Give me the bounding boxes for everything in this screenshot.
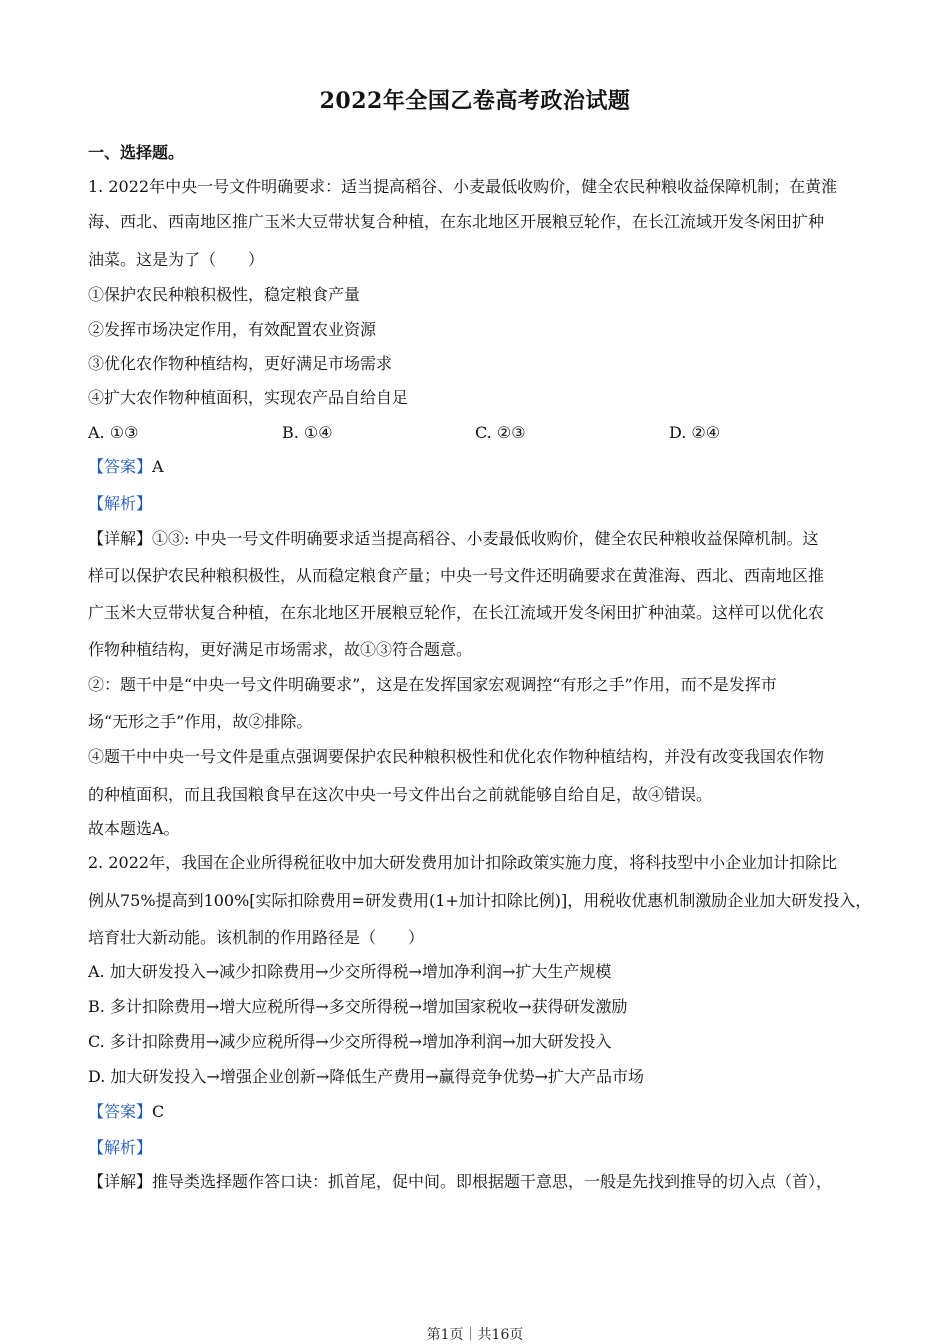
q1-option-a: A. ①③ [88,423,139,442]
q1-conclusion: 故本题选A。 [88,819,180,838]
q1-detail-line: 样可以保护农民种粮积极性，从而稳定粮食产量；中央一号文件还明确要求在黄淮海、西北、西南地区推 [88,566,825,585]
q2-option-a: A. 加大研发投入→减少扣除费用→少交所得税→增加净利润→扩大生产规模 [88,962,612,981]
q1-stem-line: 海、西北、西南地区推广玉米大豆带状复合种植，在东北地区开展粮豆轮作，在长江流域开发冬闲田扩种 [88,212,825,231]
q1-detail-line [88,529,819,549]
answer-value: A [152,457,164,476]
q1-option-c: C. ②③ [475,423,526,442]
q1-detail-line: 场“无形之手”作用，故②排除。 [88,712,313,731]
q2-answer [88,1102,164,1122]
detail-text: ①③: 中央一号文件明确要求适当提高稻谷、小麦最低收购价，健全农民种粮收益保障机制。这 [152,529,819,548]
q1-detail-line: ④题干中中央一号文件是重点强调要保护农民种粮积极性和优化农作物种植结构，并没有改变我国农作物 [88,747,825,766]
answer-tag: 【答案】 [88,457,153,476]
q2-stem-line: 培育壮大新动能。该机制的作用路径是（ ） [88,928,425,947]
answer-tag: 【答案】 [88,1102,153,1121]
section-heading: 一、选择题。 [88,143,185,162]
q2-option-c: C. 多计扣除费用→减少应税所得→少交所得税→增加净利润→加大研发投入 [88,1032,612,1051]
q1-detail-line: 的种植面积，而且我国粮食早在这次中央一号文件出台之前就能够自给自足，故④错误。 [88,785,713,804]
q1-option-b: B. ①④ [282,423,333,442]
q2-detail-line [88,1172,832,1192]
q1-stem-line: 1. 2022年中央一号文件明确要求：适当提高稻谷、小麦最低收购价，健全农民种粮收益保障机制；在黄淮 [88,177,838,196]
q1-item: ①保护农民种粮积极性，稳定粮食产量 [88,285,361,304]
page-footer: 第1页｜共16页 [426,1327,524,1343]
q1-item: ③优化农作物种植结构，更好满足市场需求 [88,354,393,373]
q2-option-b: B. 多计扣除费用→增大应税所得→多交所得税→增加国家税收→获得研发激励 [88,997,628,1016]
q1-detail-line: ②：题干中是“中央一号文件明确要求”，这是在发挥国家宏观调控“有形之手”作用，而不是发挥市 [88,675,777,694]
q1-item: ④扩大农作物种植面积，实现农产品自给自足 [88,388,409,407]
detail-text: 推导类选择题作答口诀：抓首尾，促中间。即根据题干意思，一般是先找到推导的切入点（首）， [152,1172,833,1191]
answer-value: C [152,1102,165,1121]
detail-tag: 【详解】 [88,529,153,548]
q1-item: ②发挥市场决定作用，有效配置农业资源 [88,320,377,339]
q1-answer [88,457,164,477]
q1-detail-line: 广玉米大豆带状复合种植，在东北地区开展粮豆轮作，在长江流域开发冬闲田扩种油菜。这样可以优化农 [88,603,825,622]
q2-option-d: D. 加大研发投入→增强企业创新→降低生产费用→赢得竞争优势→扩大产品市场 [88,1067,645,1086]
q1-option-d: D. ②④ [669,423,721,442]
q1-detail-line: 作物种植结构，更好满足市场需求，故①③符合题意。 [88,640,473,659]
q2-stem-line: 2. 2022年，我国在企业所得税征收中加大研发费用加计扣除政策实施力度，将科技型中小企业加计扣除比 [88,853,838,872]
q1-analysis-tag: 【解析】 [88,494,153,513]
detail-tag: 【详解】 [88,1172,153,1191]
q2-analysis-tag: 【解析】 [88,1138,153,1157]
q1-stem-line: 油菜。这是为了（ ） [88,250,265,269]
q2-stem-line: 例从75%提高到100%[实际扣除费用=研发费用(1+加计扣除比例)]，用税收优惠机制激励企业加大研发投入， [88,891,872,910]
page-title: 2022年全国乙卷高考政治试题 [319,88,631,114]
